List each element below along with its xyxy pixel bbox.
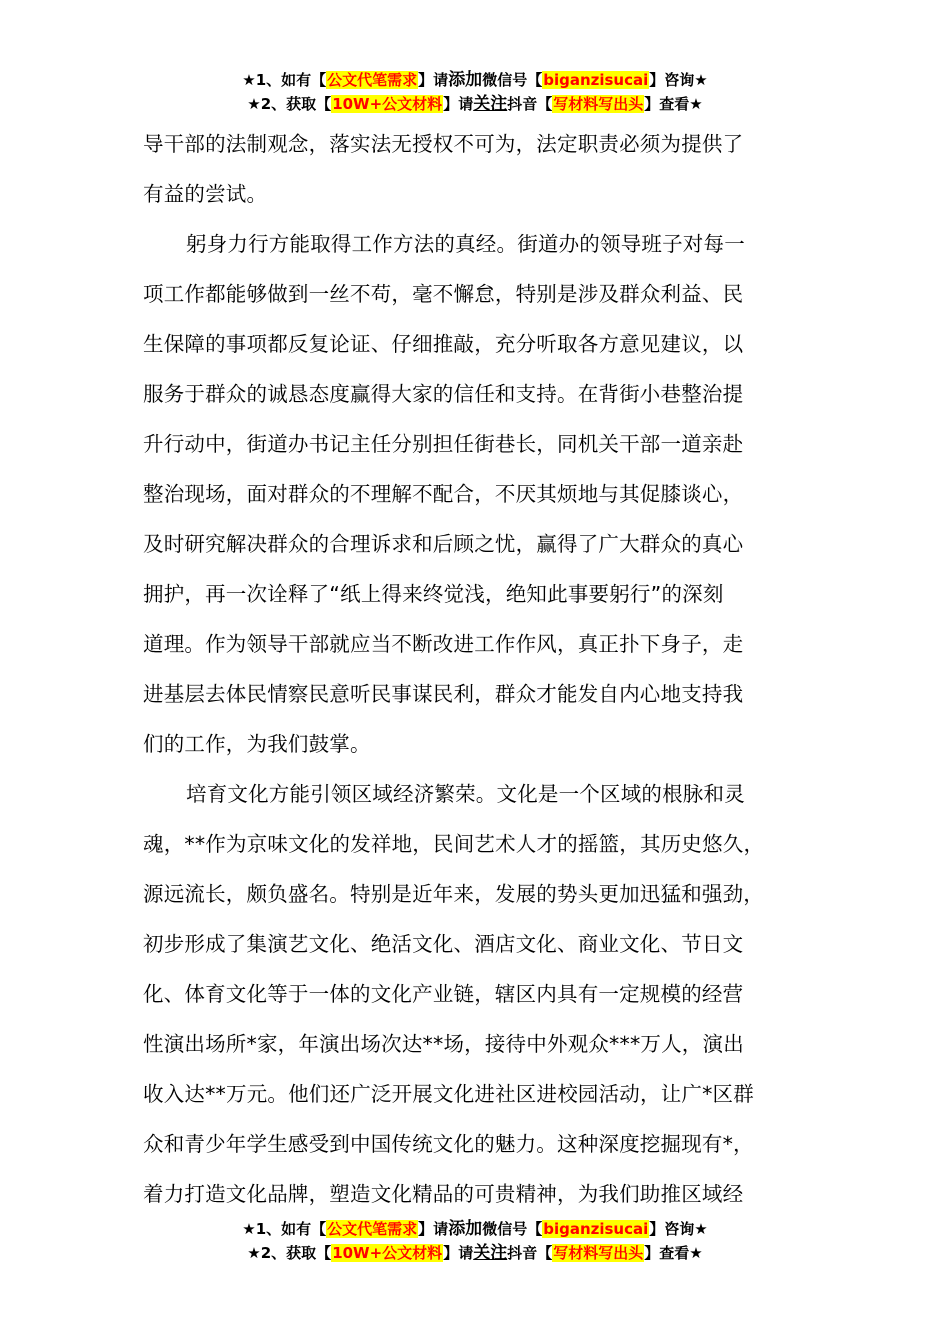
document-body [143, 119, 833, 1219]
banner-text: ★1、如有【 [242, 1220, 327, 1238]
banner-text: 】查看★ [644, 1244, 703, 1262]
banner-text: 】咨询★ [649, 1220, 708, 1238]
highlight-wechat-id: biganzisucai [543, 1220, 649, 1238]
banner-line-1 [0, 68, 950, 92]
banner-emphasis: 添加 [448, 70, 483, 90]
banner-emphasis: 关注 [473, 1243, 508, 1263]
banner-emphasis: 添加 [448, 1219, 483, 1239]
header-banner [0, 68, 950, 116]
banner-text: 】请 [418, 71, 449, 89]
banner-line-1 [0, 1217, 950, 1241]
text-line: 着力打造文化品牌，塑造文化精品的可贵精神，为我们助推区域经 [143, 1182, 744, 1206]
banner-text: 微信号【 [482, 1220, 543, 1238]
text-line: 化、体育文化等于一体的文化产业链，辖区内具有一定规模的经营 [143, 982, 744, 1006]
text-line: 升行动中，街道办书记主任分别担任街巷长，同机关干部一道亲赴 [143, 432, 744, 456]
text-line: 躬身力行方能取得工作方法的真经。街道办的领导班子对每一 [186, 232, 745, 256]
highlight-douyin-account: 写材料写出头 [553, 95, 644, 113]
banner-text: 抖音【 [507, 1244, 553, 1262]
banner-text: 】请 [418, 1220, 449, 1238]
text-line: 生保障的事项都反复论证、仔细推敲，充分听取各方意见建议，以 [143, 332, 744, 356]
text-line: 性演出场所*家，年演出场次达**场，接待中外观众***万人，演出 [143, 1032, 744, 1056]
banner-text: ★2、获取【 [247, 95, 332, 113]
text-line: 众和青少年学生感受到中国传统文化的魅力。这种深度挖掘现有*， [143, 1132, 754, 1156]
text-line: 服务于群众的诚恳态度赢得大家的信任和支持。在背街小巷整治提 [143, 382, 744, 406]
text-line: 有益的尝试。 [143, 182, 268, 206]
banner-line-2 [0, 1241, 950, 1265]
text-line: 导干部的法制观念，落实法无授权不可为，法定职责必须为提供了 [143, 132, 744, 156]
text-line: 源远流长，颇负盛名。特别是近年来，发展的势头更加迅猛和强劲， [143, 882, 764, 906]
text-line: 整治现场，面对群众的不理解不配合，不厌其烦地与其促膝谈心， [143, 482, 744, 506]
banner-emphasis: 关注 [473, 94, 508, 114]
banner-text: ★2、获取【 [247, 1244, 332, 1262]
paragraph [143, 769, 833, 1219]
footer-banner [0, 1217, 950, 1265]
text-line: 道理。作为领导干部就应当不断改进工作作风，真正扑下身子，走 [143, 632, 744, 656]
highlight-materials: 10W+公文材料 [332, 95, 443, 113]
highlight-douyin-account: 写材料写出头 [553, 1244, 644, 1262]
banner-text: 】查看★ [644, 95, 703, 113]
banner-text: 抖音【 [507, 95, 553, 113]
text-line: 魂，**作为京味文化的发祥地，民间艺术人才的摇篮，其历史悠久， [143, 832, 765, 856]
banner-text: ★1、如有【 [242, 71, 327, 89]
banner-text: 微信号【 [482, 71, 543, 89]
paragraph [143, 119, 833, 219]
banner-text: 】请 [443, 1244, 474, 1262]
text-line: 拥护，再一次诠释了“纸上得来终觉浅，绝知此事要躬行”的深刻 [143, 582, 724, 606]
text-line: 培育文化方能引领区域经济繁荣。文化是一个区域的根脉和灵 [186, 782, 745, 806]
highlight-service: 公文代笔需求 [327, 1220, 418, 1238]
text-line: 及时研究解决群众的合理诉求和后顾之忧，赢得了广大群众的真心 [143, 532, 744, 556]
highlight-materials: 10W+公文材料 [332, 1244, 443, 1262]
text-line: 们的工作，为我们鼓掌。 [143, 732, 371, 756]
banner-line-2 [0, 92, 950, 116]
text-line: 初步形成了集演艺文化、绝活文化、酒店文化、商业文化、节日文 [143, 932, 744, 956]
text-line: 收入达**万元。他们还广泛开展文化进社区进校园活动，让广*区群 [143, 1082, 754, 1106]
banner-text: 】咨询★ [649, 71, 708, 89]
text-line: 进基层去体民情察民意听民事谋民利，群众才能发自内心地支持我 [143, 682, 744, 706]
text-line: 项工作都能够做到一丝不苟，毫不懈怠，特别是涉及群众利益、民 [143, 282, 744, 306]
banner-text: 】请 [443, 95, 474, 113]
paragraph [143, 219, 833, 769]
highlight-service: 公文代笔需求 [327, 71, 418, 89]
highlight-wechat-id: biganzisucai [543, 71, 649, 89]
